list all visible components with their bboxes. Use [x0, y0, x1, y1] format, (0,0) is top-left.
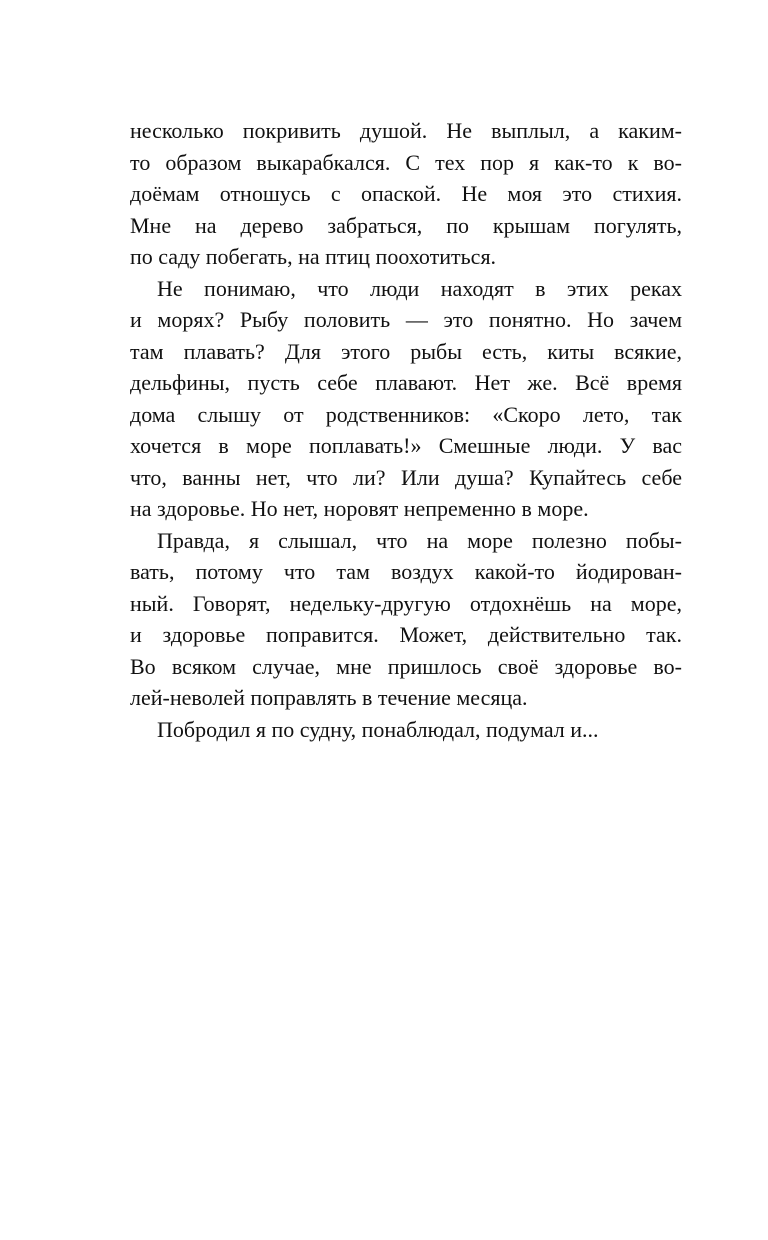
- text-line: Не понимаю, что люди находят в этих реках: [157, 275, 682, 301]
- paragraph: [130, 714, 682, 746]
- text-line: и здоровье поправится. Может, действительно так.: [130, 622, 682, 647]
- text-line: и морях? Рыбу половить — это понятно. Но зачем: [130, 307, 682, 332]
- text-line: ный. Говорят, недельку-другую отдохнёшь на море,: [130, 590, 682, 616]
- text-line: дельфины, пусть себе плавают. Нет же. Всё время: [130, 370, 682, 395]
- text-line: доёмам отношусь с опаской. Не моя это стихия.: [130, 181, 682, 206]
- text-line: несколько покривить душой. Не выплыл, а каким-: [130, 118, 682, 143]
- text-line: Правда, я слышал, что на море полезно побы-: [157, 527, 682, 553]
- text-line: лей-неволей поправлять в течение месяца.: [130, 685, 528, 710]
- paragraph: [130, 273, 682, 525]
- text-line: хочется в море поплавать!» Смешные люди. У вас: [130, 433, 682, 458]
- body-text: [130, 115, 682, 745]
- text-line: Побродил я по судну, понаблюдал, подумал и...: [157, 716, 599, 742]
- paragraph: [130, 115, 682, 273]
- text-line: вать, потому что там воздух какой-то йодирован-: [130, 559, 682, 584]
- text-line: на здоровье. Но нет, норовят непременно в море.: [130, 496, 589, 521]
- text-line: что, ванны нет, что ли? Или душа? Купайтесь себе: [130, 464, 682, 490]
- paragraph: [130, 525, 682, 714]
- text-line: по саду побегать, на птиц поохотиться.: [130, 244, 497, 269]
- text-line: Мне на дерево забраться, по крышам погулять,: [130, 212, 682, 238]
- text-line: там плавать? Для этого рыбы есть, киты всякие,: [130, 338, 682, 364]
- text-line: Во всяком случае, мне пришлось своё здоровье во-: [130, 653, 682, 679]
- text-line: дома слышу от родственников: «Скоро лето, так: [130, 401, 682, 427]
- text-line: то образом выкарабкался. С тех пор я как-то к во-: [130, 149, 682, 175]
